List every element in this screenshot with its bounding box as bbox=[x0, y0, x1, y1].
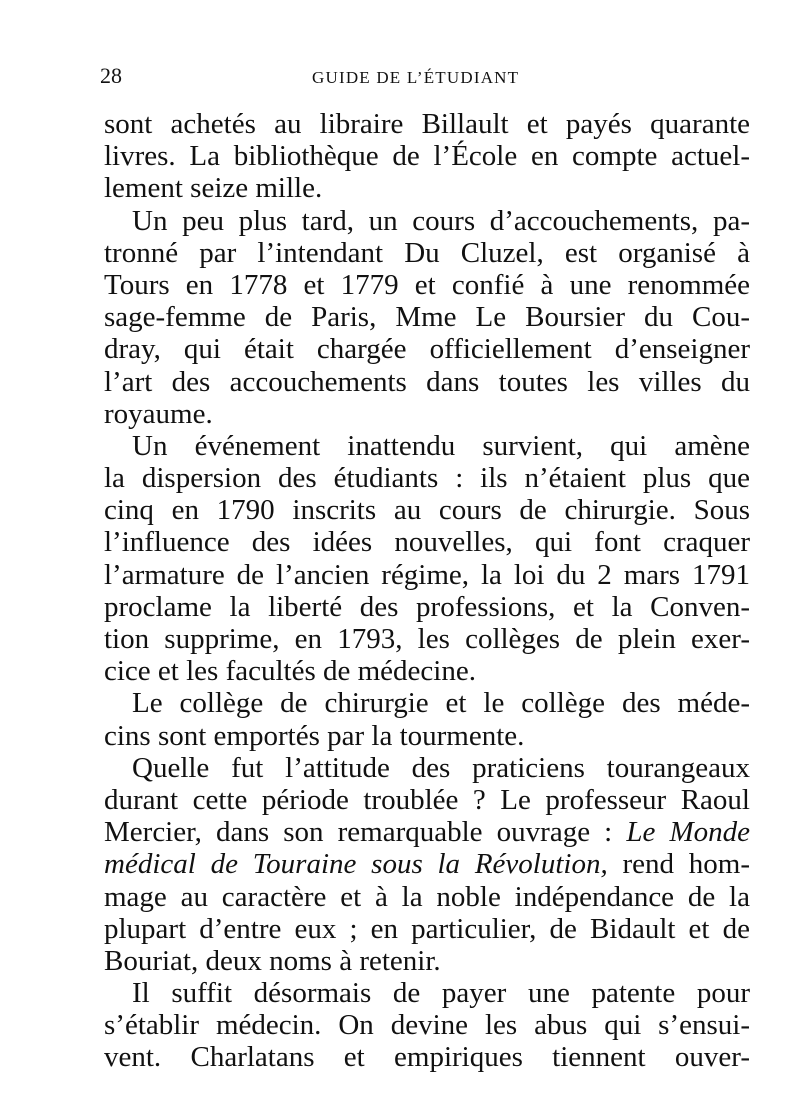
text-line bbox=[104, 848, 750, 880]
text-line: l’armature de l’ancien régime, la loi du 2 mars 1791 bbox=[104, 558, 750, 591]
text-line: lement seize mille. bbox=[104, 172, 323, 205]
text-line: Le collège de chirurgie et le collège des méde- bbox=[132, 687, 750, 720]
text-line: s’établir médecin. On devine les abus qui s’ensui- bbox=[104, 1009, 750, 1042]
text-line: vent. Charlatans et empiriques tiennent ouver- bbox=[104, 1041, 750, 1074]
text-line: sage-femme de Paris, Mme Le Boursier du Cou- bbox=[104, 301, 750, 334]
text-line: l’art des accouchements dans toutes les villes du bbox=[104, 365, 750, 398]
text-line: Il suffit désormais de payer une patente pour bbox=[132, 977, 750, 1010]
running-title: GUIDE DE L’ÉTUDIANT bbox=[312, 68, 520, 87]
text-segment: Mercier, dans son remarquable ouvrage : bbox=[104, 816, 613, 849]
text-line: l’influence des idées nouvelles, qui font craquer bbox=[104, 526, 750, 559]
text-line: durant cette période troublée ? Le professeur Raoul bbox=[104, 783, 750, 816]
text-line: royaume. bbox=[104, 397, 213, 430]
text-line: plupart d’entre eux ; en particulier, de Bidault et de bbox=[104, 912, 750, 945]
text-line: Bouriat, deux noms à retenir. bbox=[104, 944, 441, 977]
text-line: sont achetés au libraire Billault et payés quarante bbox=[104, 108, 750, 140]
text-line: Un peu plus tard, un cours d’accouchements, pa- bbox=[132, 204, 750, 237]
text-line: Un événement inattendu survient, qui amène bbox=[132, 429, 750, 462]
text-line: tronné par l’intendant Du Cluzel, est organisé à bbox=[104, 236, 750, 269]
text-line: tion supprime, en 1793, les collèges de plein exer- bbox=[104, 623, 750, 655]
text-line: dray, qui était chargée officiellement d’enseigner bbox=[104, 333, 750, 366]
text-line: cice et les facultés de médecine. bbox=[104, 655, 476, 688]
text-segment: rend hom- bbox=[607, 848, 750, 881]
book-title-italic: Le Monde bbox=[626, 816, 750, 849]
body-text bbox=[104, 108, 750, 1074]
text-line: proclame la liberté des professions, et la Conven- bbox=[104, 590, 750, 623]
text-line bbox=[104, 816, 750, 848]
page-header bbox=[100, 62, 740, 90]
page-number: 28 bbox=[100, 63, 122, 88]
text-line: cins sont emportés par la tourmente. bbox=[104, 719, 525, 752]
book-title-italic: médical de Touraine sous la Révolution, bbox=[104, 848, 608, 881]
text-line: la dispersion des étudiants : ils n’étaient plus que bbox=[104, 462, 750, 495]
text-line: Quelle fut l’attitude des praticiens tourangeaux bbox=[132, 751, 750, 784]
text-line: cinq en 1790 inscrits au cours de chirurgie. Sous bbox=[104, 494, 750, 527]
text-line: livres. La bibliothèque de l’École en compte actuel- bbox=[104, 140, 750, 173]
text-line: mage au caractère et à la noble indépendance de la bbox=[104, 880, 750, 913]
text-line: Tours en 1778 et 1779 et confié à une renommée bbox=[104, 268, 750, 301]
